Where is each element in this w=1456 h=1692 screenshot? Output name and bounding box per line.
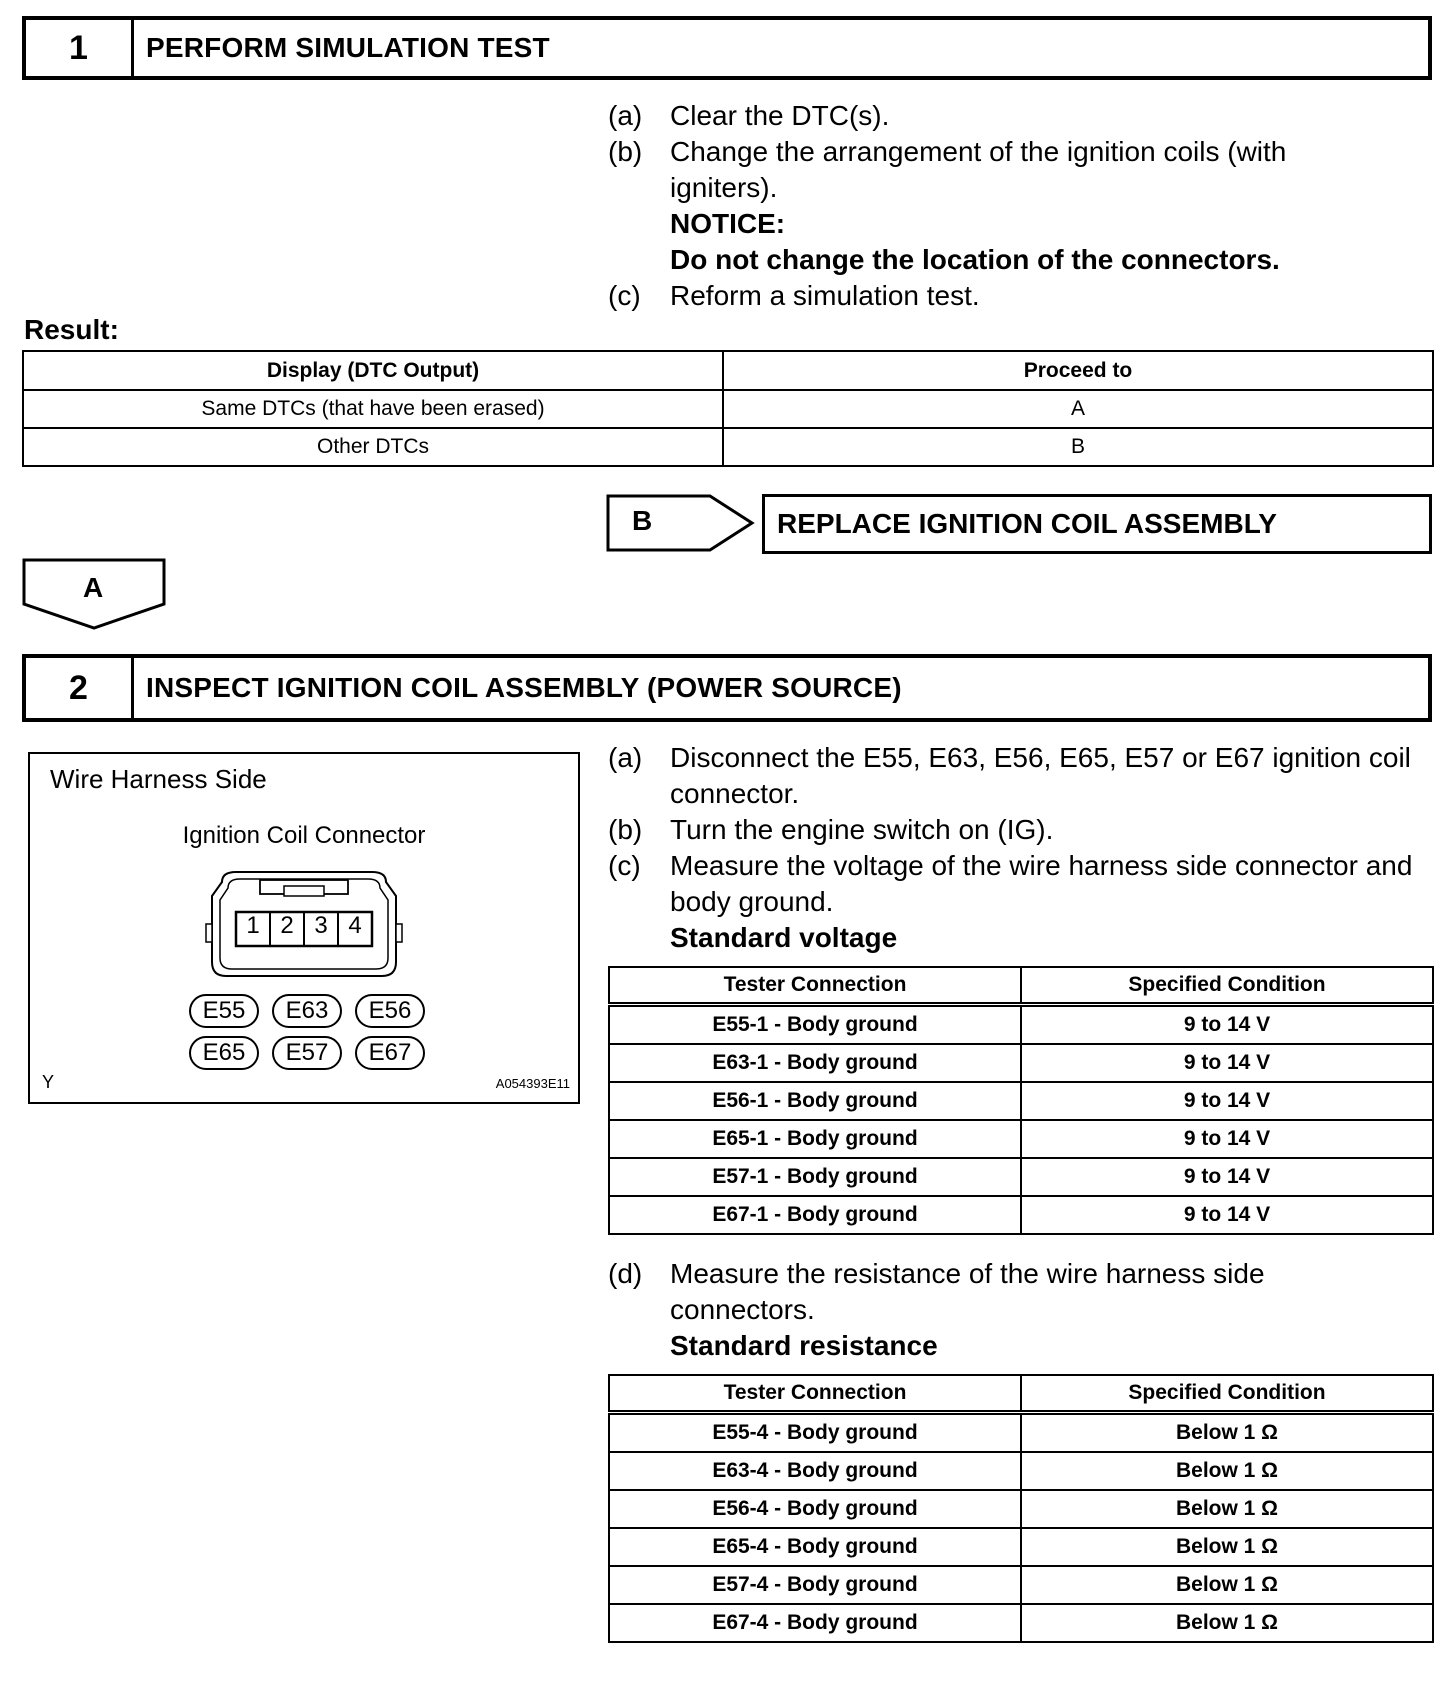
table-cell: Below 1 Ω bbox=[1021, 1566, 1433, 1604]
table-cell: Below 1 Ω bbox=[1021, 1528, 1433, 1566]
branch-b-action-box bbox=[762, 494, 1432, 554]
connector-code-oval: E57 bbox=[272, 1036, 342, 1070]
table-cell: E57-4 - Body ground bbox=[609, 1566, 1021, 1604]
instruction-text: Clear the DTC(s). bbox=[670, 100, 890, 131]
table-cell: 9 to 14 V bbox=[1021, 1044, 1433, 1082]
table-row bbox=[609, 1604, 1433, 1642]
table-row bbox=[609, 1044, 1433, 1082]
connector-code-oval: E63 bbox=[272, 994, 342, 1028]
table-row bbox=[23, 428, 1433, 466]
table-cell: Below 1 Ω bbox=[1021, 1413, 1433, 1453]
table-header-row bbox=[23, 351, 1433, 390]
step-2-header bbox=[22, 654, 1432, 722]
table-cell: E63-1 - Body ground bbox=[609, 1044, 1021, 1082]
branch-b-letter: B bbox=[632, 505, 653, 536]
table-cell: 9 to 14 V bbox=[1021, 1082, 1433, 1120]
table-cell: Below 1 Ω bbox=[1021, 1452, 1433, 1490]
table-cell: 9 to 14 V bbox=[1021, 1120, 1433, 1158]
connector-code-oval: E65 bbox=[189, 1036, 259, 1070]
instruction-label: (a) bbox=[608, 742, 643, 773]
table-cell: Other DTCs bbox=[23, 428, 723, 466]
table-cell: E57-1 - Body ground bbox=[609, 1158, 1021, 1196]
figure-corner-mark: Y bbox=[42, 1072, 55, 1092]
instruction-label: (c) bbox=[608, 280, 641, 311]
table-cell: 9 to 14 V bbox=[1021, 1158, 1433, 1196]
table-cell: E55-4 - Body ground bbox=[609, 1413, 1021, 1453]
instruction-text: Turn the engine switch on (IG). bbox=[670, 814, 1054, 845]
table-cell: E55-1 - Body ground bbox=[609, 1005, 1021, 1045]
step-2-instruction-c bbox=[608, 848, 1428, 920]
result-label: Result: bbox=[24, 314, 119, 345]
table-header-row bbox=[609, 967, 1433, 1005]
connector-figure bbox=[28, 752, 580, 1104]
table-row bbox=[609, 1452, 1433, 1490]
table-row bbox=[609, 1528, 1433, 1566]
step-2-title: INSPECT IGNITION COIL ASSEMBLY (POWER SOURCE) bbox=[146, 672, 902, 703]
notice-text: Do not change the location of the connectors. bbox=[670, 244, 1280, 275]
table-header-cell: Display (DTC Output) bbox=[23, 351, 723, 390]
table-cell: E56-1 - Body ground bbox=[609, 1082, 1021, 1120]
table-header-cell: Tester Connection bbox=[609, 1375, 1021, 1413]
step-1-number: 1 bbox=[26, 20, 134, 76]
figure-code: A054393E11 bbox=[495, 1076, 570, 1091]
table-cell: E56-4 - Body ground bbox=[609, 1490, 1021, 1528]
pin-label: 4 bbox=[348, 912, 362, 939]
instruction-text: Reform a simulation test. bbox=[670, 280, 980, 311]
step-1-instruction-b bbox=[608, 134, 1428, 206]
voltage-table bbox=[608, 966, 1434, 1235]
result-table bbox=[22, 350, 1434, 467]
table-cell: 9 to 14 V bbox=[1021, 1196, 1433, 1234]
table-row bbox=[609, 1413, 1433, 1453]
resistance-table bbox=[608, 1374, 1434, 1643]
instruction-label: (a) bbox=[608, 100, 643, 131]
table-header-cell: Proceed to bbox=[723, 351, 1433, 390]
branch-b-arrow bbox=[606, 494, 756, 552]
connector-code-oval: E67 bbox=[355, 1036, 425, 1070]
table-cell: E67-1 - Body ground bbox=[609, 1196, 1021, 1234]
table-row bbox=[609, 1196, 1433, 1234]
step-1-title: PERFORM SIMULATION TEST bbox=[146, 32, 550, 63]
table-cell: A bbox=[723, 390, 1433, 428]
instruction-text: Change the arrangement of the ignition coils (with igniters). bbox=[670, 136, 1287, 203]
step-2-number: 2 bbox=[26, 658, 134, 718]
table-row bbox=[609, 1566, 1433, 1604]
table-cell: B bbox=[723, 428, 1433, 466]
branch-a-letter: A bbox=[83, 572, 104, 603]
connector-code-oval: E55 bbox=[189, 994, 259, 1028]
table-row bbox=[609, 1120, 1433, 1158]
voltage-heading: Standard voltage bbox=[670, 922, 898, 953]
instruction-text: Measure the voltage of the wire harness side connector and body ground. bbox=[670, 850, 1413, 917]
pin-label: 3 bbox=[314, 912, 328, 939]
figure-title: Wire Harness Side bbox=[50, 764, 267, 794]
branch-b-action: REPLACE IGNITION COIL ASSEMBLY bbox=[777, 508, 1277, 539]
table-cell: Below 1 Ω bbox=[1021, 1490, 1433, 1528]
instruction-text: Measure the resistance of the wire harness side connectors. bbox=[670, 1258, 1265, 1325]
table-cell: E65-1 - Body ground bbox=[609, 1120, 1021, 1158]
table-cell: Same DTCs (that have been erased) bbox=[23, 390, 723, 428]
pin-label: 2 bbox=[280, 912, 294, 939]
instruction-label: (b) bbox=[608, 814, 643, 845]
resistance-heading: Standard resistance bbox=[670, 1330, 938, 1361]
table-cell: E65-4 - Body ground bbox=[609, 1528, 1021, 1566]
instruction-text: Disconnect the E55, E63, E56, E65, E57 or E67 ignition coil connector. bbox=[670, 742, 1411, 809]
table-row bbox=[609, 1158, 1433, 1196]
notice-label: NOTICE: bbox=[670, 208, 786, 239]
instruction-label: (b) bbox=[608, 136, 643, 167]
table-header-cell: Specified Condition bbox=[1021, 1375, 1433, 1413]
instruction-label: (d) bbox=[608, 1258, 643, 1289]
table-cell: E67-4 - Body ground bbox=[609, 1604, 1021, 1642]
instruction-label: (c) bbox=[608, 850, 641, 881]
table-header-row bbox=[609, 1375, 1433, 1413]
connector-code-oval: E56 bbox=[355, 994, 425, 1028]
step-2-instruction-d bbox=[608, 1256, 1428, 1328]
table-row bbox=[609, 1082, 1433, 1120]
table-cell: 9 to 14 V bbox=[1021, 1005, 1433, 1045]
table-row bbox=[609, 1005, 1433, 1045]
table-cell: Below 1 Ω bbox=[1021, 1604, 1433, 1642]
table-header-cell: Specified Condition bbox=[1021, 967, 1433, 1005]
table-row bbox=[23, 390, 1433, 428]
figure-subtitle: Ignition Coil Connector bbox=[182, 822, 426, 849]
pin-label: 1 bbox=[246, 912, 260, 939]
table-header-cell: Tester Connection bbox=[609, 967, 1021, 1005]
table-row bbox=[609, 1490, 1433, 1528]
step-2-instruction-a bbox=[608, 740, 1428, 812]
table-cell: E63-4 - Body ground bbox=[609, 1452, 1021, 1490]
step-1-header bbox=[22, 16, 1432, 80]
